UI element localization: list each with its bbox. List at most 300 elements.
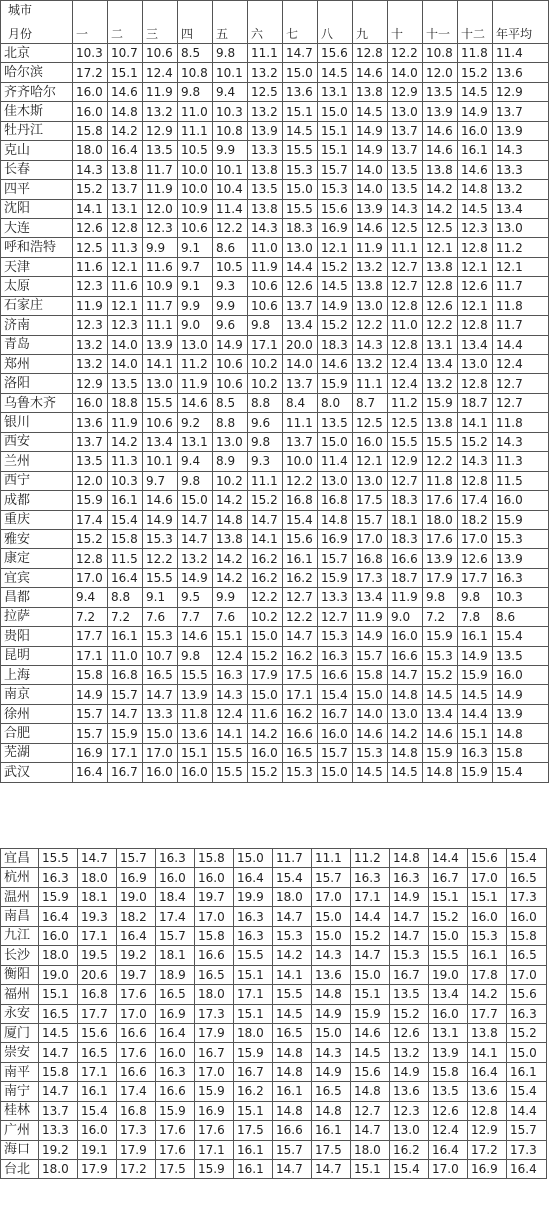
- month-value-cell: 15.1: [318, 121, 353, 140]
- month-value-cell: 15.0: [429, 926, 468, 945]
- month-value-cell: 14.6: [423, 724, 458, 743]
- month-value-cell: 19.7: [195, 887, 234, 906]
- month-value-cell: 15.6: [318, 199, 353, 218]
- month-value-cell: 13.6: [312, 965, 351, 984]
- month-value-cell: 19.0: [117, 887, 156, 906]
- month-value-cell: 15.5: [213, 743, 248, 762]
- month-value-cell: 16.3: [213, 666, 248, 685]
- month-value-cell: 15.3: [283, 160, 318, 179]
- month-value-cell: 20.6: [78, 965, 117, 984]
- month-value-cell: 15.4: [390, 1160, 429, 1179]
- month-value-cell: 11.4: [213, 199, 248, 218]
- annual-average-cell: 15.4: [493, 627, 549, 646]
- month-value-cell: 16.2: [283, 568, 318, 587]
- month-value-cell: 10.1: [213, 160, 248, 179]
- month-value-cell: 13.8: [423, 413, 458, 432]
- month-value-cell: 16.2: [248, 549, 283, 568]
- month-value-cell: 14.2: [248, 724, 283, 743]
- month-value-cell: 11.1: [353, 374, 388, 393]
- month-value-cell: 13.6: [178, 724, 213, 743]
- month-value-cell: 15.9: [156, 1101, 195, 1120]
- month-value-cell: 13.6: [73, 413, 108, 432]
- month-value-cell: 10.0: [178, 160, 213, 179]
- month-value-cell: 13.8: [468, 1023, 507, 1042]
- month-value-cell: 17.0: [353, 529, 388, 548]
- annual-average-cell: 11.7: [493, 316, 549, 335]
- month-value-cell: 10.6: [143, 44, 178, 63]
- month-value-cell: 16.8: [117, 1101, 156, 1120]
- month-value-cell: 8.7: [353, 393, 388, 412]
- month-value-cell: 18.0: [234, 1023, 273, 1042]
- month-value-cell: 10.6: [248, 277, 283, 296]
- month-value-cell: 7.2: [73, 607, 108, 626]
- month-value-cell: 14.7: [108, 704, 143, 723]
- month-value-cell: 12.3: [458, 218, 493, 237]
- header-annual-average: 年平均: [493, 1, 549, 44]
- month-value-cell: 14.7: [273, 1160, 312, 1179]
- month-value-cell: 18.0: [39, 946, 78, 965]
- month-value-cell: 14.5: [388, 763, 423, 782]
- annual-average-cell: 15.9: [493, 510, 549, 529]
- month-value-cell: 14.7: [248, 510, 283, 529]
- annual-average-cell: 15.8: [493, 743, 549, 762]
- month-value-cell: 16.3: [318, 646, 353, 665]
- month-value-cell: 16.7: [234, 1062, 273, 1081]
- month-value-cell: 11.6: [73, 257, 108, 276]
- month-value-cell: 15.4: [273, 868, 312, 887]
- month-value-cell: 14.8: [458, 180, 493, 199]
- month-value-cell: 14.3: [213, 685, 248, 704]
- table-row: [1, 926, 547, 945]
- month-value-cell: 16.0: [156, 1043, 195, 1062]
- city-name-cell: 南宁: [1, 1082, 39, 1101]
- month-value-cell: 16.0: [248, 743, 283, 762]
- month-value-cell: 14.8: [390, 849, 429, 868]
- month-value-cell: 12.7: [283, 588, 318, 607]
- month-value-cell: 11.1: [283, 413, 318, 432]
- month-value-cell: 13.2: [390, 1043, 429, 1062]
- month-value-cell: 14.2: [108, 432, 143, 451]
- month-value-cell: 13.7: [73, 432, 108, 451]
- month-value-cell: 17.7: [73, 627, 108, 646]
- month-value-cell: 9.7: [178, 257, 213, 276]
- month-value-cell: 10.9: [143, 277, 178, 296]
- month-value-cell: 9.1: [178, 277, 213, 296]
- month-value-cell: 13.8: [213, 529, 248, 548]
- month-value-cell: 13.1: [429, 1023, 468, 1042]
- month-value-cell: 16.3: [39, 868, 78, 887]
- month-value-cell: 11.1: [312, 849, 351, 868]
- month-value-cell: 12.1: [353, 452, 388, 471]
- month-value-cell: 10.5: [213, 257, 248, 276]
- month-value-cell: 14.5: [273, 1004, 312, 1023]
- table-row: [1, 432, 549, 451]
- month-value-cell: 9.3: [248, 452, 283, 471]
- month-value-cell: 9.8: [458, 588, 493, 607]
- month-value-cell: 15.1: [283, 102, 318, 121]
- month-value-cell: 15.0: [312, 1023, 351, 1042]
- month-value-cell: 10.6: [143, 413, 178, 432]
- month-value-cell: 17.5: [312, 1140, 351, 1159]
- header-month-5: 五: [213, 1, 248, 44]
- month-value-cell: 12.8: [388, 296, 423, 315]
- month-value-cell: 15.9: [318, 568, 353, 587]
- month-value-cell: 14.8: [273, 1043, 312, 1062]
- city-name-cell: 呼和浩特: [1, 238, 73, 257]
- month-value-cell: 14.9: [73, 685, 108, 704]
- month-value-cell: 9.9: [143, 238, 178, 257]
- month-value-cell: 11.3: [108, 452, 143, 471]
- annual-average-cell: 11.2: [493, 238, 549, 257]
- month-value-cell: 14.8: [318, 510, 353, 529]
- month-value-cell: 14.8: [388, 743, 423, 762]
- month-value-cell: 13.4: [353, 588, 388, 607]
- month-value-cell: 14.3: [312, 946, 351, 965]
- city-name-cell: 合肥: [1, 724, 73, 743]
- city-name-cell: 石家庄: [1, 296, 73, 315]
- month-value-cell: 15.7: [353, 646, 388, 665]
- table-row: [1, 743, 549, 762]
- month-value-cell: 15.8: [108, 529, 143, 548]
- city-name-cell: 南京: [1, 685, 73, 704]
- month-value-cell: 11.6: [108, 277, 143, 296]
- month-value-cell: 13.3: [39, 1121, 78, 1140]
- month-value-cell: 16.8: [283, 491, 318, 510]
- city-name-cell: 重庆: [1, 510, 73, 529]
- table-row: [1, 491, 549, 510]
- month-value-cell: 16.3: [458, 743, 493, 762]
- month-value-cell: 16.1: [108, 627, 143, 646]
- annual-average-cell: 13.3: [493, 160, 549, 179]
- month-value-cell: 12.6: [458, 277, 493, 296]
- month-value-cell: 15.5: [283, 199, 318, 218]
- month-value-cell: 15.0: [312, 907, 351, 926]
- month-value-cell: 17.1: [351, 887, 390, 906]
- month-value-cell: 14.2: [213, 549, 248, 568]
- annual-average-cell: 14.4: [493, 335, 549, 354]
- month-value-cell: 19.5: [78, 946, 117, 965]
- month-value-cell: 15.1: [213, 627, 248, 646]
- month-value-cell: 12.4: [388, 374, 423, 393]
- month-value-cell: 17.0: [195, 1062, 234, 1081]
- city-name-cell: 永安: [1, 1004, 39, 1023]
- month-value-cell: 17.9: [423, 568, 458, 587]
- month-value-cell: 15.5: [178, 666, 213, 685]
- month-value-cell: 13.0: [353, 296, 388, 315]
- month-value-cell: 15.3: [318, 627, 353, 646]
- month-value-cell: 10.2: [213, 471, 248, 490]
- month-value-cell: 14.8: [351, 1082, 390, 1101]
- month-value-cell: 17.1: [78, 1062, 117, 1081]
- month-value-cell: 19.2: [39, 1140, 78, 1159]
- annual-average-cell: 13.2: [493, 180, 549, 199]
- month-value-cell: 15.9: [73, 491, 108, 510]
- month-value-cell: 16.9: [195, 1101, 234, 1120]
- month-value-cell: 7.2: [108, 607, 143, 626]
- month-value-cell: 16.2: [234, 1082, 273, 1101]
- month-value-cell: 12.7: [351, 1101, 390, 1120]
- month-value-cell: 12.6: [73, 218, 108, 237]
- month-value-cell: 16.5: [78, 1043, 117, 1062]
- header-month-11: 十一: [423, 1, 458, 44]
- table-row: [1, 180, 549, 199]
- month-value-cell: 11.9: [178, 374, 213, 393]
- city-name-cell: 台北: [1, 1160, 39, 1179]
- month-value-cell: 13.6: [468, 1082, 507, 1101]
- table-row: [1, 1101, 547, 1120]
- month-value-cell: 17.2: [468, 1140, 507, 1159]
- annual-average-cell: 17.3: [507, 887, 547, 906]
- month-value-cell: 16.6: [117, 1062, 156, 1081]
- month-value-cell: 12.2: [283, 607, 318, 626]
- month-value-cell: 7.8: [458, 607, 493, 626]
- month-value-cell: 16.0: [178, 763, 213, 782]
- month-value-cell: 18.3: [318, 335, 353, 354]
- month-value-cell: 12.2: [213, 218, 248, 237]
- month-value-cell: 13.3: [318, 588, 353, 607]
- month-value-cell: 15.0: [318, 763, 353, 782]
- city-name-cell: 南昌: [1, 907, 39, 926]
- month-value-cell: 12.1: [458, 257, 493, 276]
- annual-average-cell: 12.1: [493, 257, 549, 276]
- table-row: [1, 568, 549, 587]
- month-value-cell: 11.0: [248, 238, 283, 257]
- month-value-cell: 15.0: [318, 432, 353, 451]
- month-value-cell: 15.4: [78, 1101, 117, 1120]
- city-name-cell: 桂林: [1, 1101, 39, 1120]
- month-value-cell: 15.1: [39, 985, 78, 1004]
- city-name-cell: 昌都: [1, 588, 73, 607]
- month-value-cell: 10.8: [178, 63, 213, 82]
- month-value-cell: 16.6: [195, 946, 234, 965]
- city-name-cell: 青岛: [1, 335, 73, 354]
- month-value-cell: 18.1: [156, 946, 195, 965]
- month-value-cell: 16.8: [78, 985, 117, 1004]
- month-value-cell: 7.7: [178, 607, 213, 626]
- month-value-cell: 15.1: [234, 1004, 273, 1023]
- month-value-cell: 16.7: [318, 704, 353, 723]
- month-value-cell: 17.6: [423, 529, 458, 548]
- month-value-cell: 17.1: [283, 685, 318, 704]
- month-value-cell: 12.8: [388, 335, 423, 354]
- month-value-cell: 12.0: [143, 199, 178, 218]
- month-value-cell: 13.1: [178, 432, 213, 451]
- city-name-cell: 昆明: [1, 646, 73, 665]
- city-name-cell: 宜昌: [1, 849, 39, 868]
- annual-average-cell: 15.7: [507, 1121, 547, 1140]
- month-value-cell: 18.0: [351, 1140, 390, 1159]
- city-name-cell: 杭州: [1, 868, 39, 887]
- city-name-cell: 哈尔滨: [1, 63, 73, 82]
- month-value-cell: 19.7: [117, 965, 156, 984]
- month-value-cell: 16.0: [353, 432, 388, 451]
- table-row: [1, 724, 549, 743]
- month-value-cell: 15.1: [234, 1101, 273, 1120]
- month-value-cell: 14.9: [178, 568, 213, 587]
- table-row: [1, 627, 549, 646]
- month-value-cell: 13.5: [73, 452, 108, 471]
- month-value-cell: 14.9: [353, 121, 388, 140]
- month-value-cell: 14.4: [351, 907, 390, 926]
- city-name-cell: 乌鲁木齐: [1, 393, 73, 412]
- month-value-cell: 11.0: [178, 102, 213, 121]
- month-value-cell: 13.7: [283, 374, 318, 393]
- month-value-cell: 13.2: [73, 335, 108, 354]
- annual-average-cell: 14.8: [493, 724, 549, 743]
- annual-average-cell: 15.2: [507, 1023, 547, 1042]
- annual-average-cell: 16.3: [493, 568, 549, 587]
- month-value-cell: 11.1: [143, 316, 178, 335]
- month-value-cell: 14.5: [458, 685, 493, 704]
- month-value-cell: 19.0: [429, 965, 468, 984]
- annual-average-cell: 13.5: [493, 646, 549, 665]
- table-row: [1, 471, 549, 490]
- month-value-cell: 16.4: [108, 568, 143, 587]
- month-value-cell: 16.0: [39, 926, 78, 945]
- month-value-cell: 17.3: [195, 1004, 234, 1023]
- month-value-cell: 15.3: [143, 529, 178, 548]
- city-name-cell: 衡阳: [1, 965, 39, 984]
- month-value-cell: 13.8: [423, 160, 458, 179]
- city-name-cell: 郑州: [1, 355, 73, 374]
- month-value-cell: 15.2: [73, 180, 108, 199]
- table-row: [1, 510, 549, 529]
- table-row: [1, 1004, 547, 1023]
- month-value-cell: 14.7: [312, 1160, 351, 1179]
- month-value-cell: 17.9: [117, 1140, 156, 1159]
- month-value-cell: 14.2: [273, 946, 312, 965]
- month-value-cell: 16.0: [318, 724, 353, 743]
- month-value-cell: 13.0: [143, 374, 178, 393]
- month-value-cell: 11.1: [248, 44, 283, 63]
- header-month-7: 七: [283, 1, 318, 44]
- month-value-cell: 15.8: [353, 666, 388, 685]
- month-value-cell: 16.3: [156, 849, 195, 868]
- table-row: [1, 393, 549, 412]
- annual-average-cell: 16.0: [493, 491, 549, 510]
- city-name-cell: 康定: [1, 549, 73, 568]
- month-value-cell: 8.5: [178, 44, 213, 63]
- month-value-cell: 13.2: [143, 102, 178, 121]
- month-value-cell: 14.0: [108, 335, 143, 354]
- table-row: [1, 257, 549, 276]
- month-value-cell: 9.1: [178, 238, 213, 257]
- month-value-cell: 14.8: [273, 1101, 312, 1120]
- month-value-cell: 14.5: [318, 63, 353, 82]
- month-value-cell: 14.2: [388, 724, 423, 743]
- month-value-cell: 16.7: [108, 763, 143, 782]
- month-value-cell: 15.4: [318, 685, 353, 704]
- month-value-cell: 17.1: [248, 335, 283, 354]
- month-value-cell: 14.5: [283, 121, 318, 140]
- month-value-cell: 15.2: [390, 1004, 429, 1023]
- month-value-cell: 12.0: [423, 63, 458, 82]
- annual-average-cell: 11.7: [493, 277, 549, 296]
- month-value-cell: 12.6: [423, 296, 458, 315]
- month-value-cell: 13.9: [353, 199, 388, 218]
- city-name-cell: 佳木斯: [1, 102, 73, 121]
- month-value-cell: 12.6: [429, 1101, 468, 1120]
- month-value-cell: 12.8: [468, 1101, 507, 1120]
- month-value-cell: 15.0: [248, 685, 283, 704]
- month-value-cell: 15.7: [73, 724, 108, 743]
- annual-average-cell: 10.3: [493, 588, 549, 607]
- month-value-cell: 15.7: [117, 849, 156, 868]
- month-value-cell: 17.5: [156, 1160, 195, 1179]
- corner-month-label: 月份: [8, 27, 33, 41]
- month-value-cell: 11.9: [143, 180, 178, 199]
- table-row: [1, 1082, 547, 1101]
- table-row: [1, 588, 549, 607]
- month-value-cell: 14.6: [318, 355, 353, 374]
- month-value-cell: 17.6: [156, 1121, 195, 1140]
- month-value-cell: 15.3: [390, 946, 429, 965]
- month-value-cell: 14.6: [178, 627, 213, 646]
- table-row: [1, 607, 549, 626]
- month-value-cell: 17.7: [458, 568, 493, 587]
- month-value-cell: 13.9: [423, 102, 458, 121]
- month-value-cell: 15.3: [283, 763, 318, 782]
- month-value-cell: 16.4: [234, 868, 273, 887]
- table-row: [1, 121, 549, 140]
- table-row: [1, 529, 549, 548]
- city-name-cell: 成都: [1, 491, 73, 510]
- month-value-cell: 16.4: [73, 763, 108, 782]
- month-value-cell: 16.2: [283, 646, 318, 665]
- month-value-cell: 15.3: [273, 926, 312, 945]
- month-value-cell: 14.0: [108, 355, 143, 374]
- month-value-cell: 12.2: [283, 471, 318, 490]
- table-row: [1, 277, 549, 296]
- month-value-cell: 16.0: [156, 868, 195, 887]
- month-value-cell: 13.5: [143, 141, 178, 160]
- month-value-cell: 14.6: [178, 393, 213, 412]
- city-name-cell: 北京: [1, 44, 73, 63]
- month-value-cell: 16.3: [351, 868, 390, 887]
- month-value-cell: 12.2: [423, 316, 458, 335]
- table-row: [1, 965, 547, 984]
- month-value-cell: 15.0: [248, 627, 283, 646]
- month-value-cell: 18.2: [117, 907, 156, 926]
- table-row: [1, 296, 549, 315]
- table-row: [1, 238, 549, 257]
- month-value-cell: 20.0: [283, 335, 318, 354]
- annual-average-cell: 16.0: [507, 907, 547, 926]
- annual-average-cell: 12.9: [493, 82, 549, 101]
- month-value-cell: 15.3: [318, 180, 353, 199]
- month-value-cell: 16.1: [283, 549, 318, 568]
- month-value-cell: 13.3: [143, 704, 178, 723]
- month-value-cell: 18.4: [156, 887, 195, 906]
- month-value-cell: 12.9: [468, 1121, 507, 1140]
- month-value-cell: 15.0: [318, 102, 353, 121]
- table-row: [1, 335, 549, 354]
- month-value-cell: 14.7: [351, 1121, 390, 1140]
- city-name-cell: 兰州: [1, 452, 73, 471]
- month-value-cell: 15.6: [78, 1023, 117, 1042]
- month-value-cell: 9.9: [213, 588, 248, 607]
- month-value-cell: 13.9: [429, 1043, 468, 1062]
- month-value-cell: 14.3: [388, 199, 423, 218]
- month-value-cell: 14.6: [353, 724, 388, 743]
- month-value-cell: 15.3: [143, 627, 178, 646]
- month-value-cell: 11.2: [388, 393, 423, 412]
- month-value-cell: 17.9: [195, 1023, 234, 1042]
- table-row: [1, 868, 547, 887]
- city-name-cell: 宜宾: [1, 568, 73, 587]
- month-value-cell: 8.6: [213, 238, 248, 257]
- month-value-cell: 14.1: [143, 355, 178, 374]
